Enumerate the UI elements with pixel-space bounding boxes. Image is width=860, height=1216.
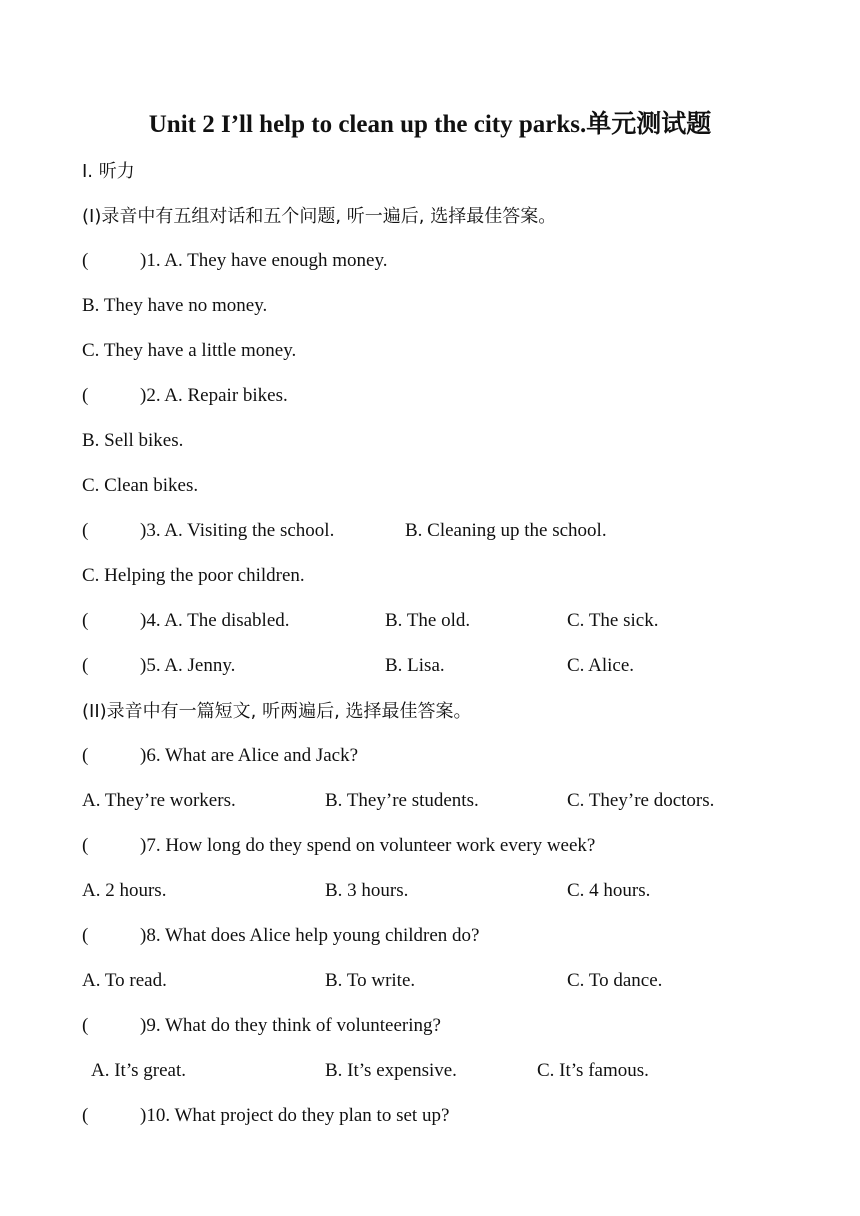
option-b: B. Lisa.	[385, 655, 445, 676]
part1-instruction: (I)录音中有五组对话和五个问题, 听一遍后, 选择最佳答案。	[82, 206, 557, 227]
question-8	[82, 924, 479, 948]
option-c: C. They’re doctors.	[567, 790, 715, 811]
question-stem: )8. What does Alice help young children do?	[140, 925, 480, 946]
answer-blank[interactable]: (	[82, 1015, 89, 1036]
option-c: C. Clean bikes.	[82, 475, 199, 496]
options-row	[82, 789, 715, 813]
answer-blank[interactable]: (	[82, 655, 89, 676]
answer-blank[interactable]: (	[82, 745, 89, 766]
option-b: B. Sell bikes.	[82, 430, 184, 451]
option-a: A. 2 hours.	[82, 880, 167, 901]
question-stem: )7. How long do they spend on volunteer work every week?	[140, 835, 596, 856]
question-stem: )3. A. Visiting the school.	[140, 520, 335, 541]
question-stem: )9. What do they think of volunteering?	[140, 1015, 441, 1036]
question-stem: )4. A. The disabled.	[140, 610, 290, 631]
option-b: B. It’s expensive.	[325, 1060, 457, 1081]
question-stem: )5. A. Jenny.	[140, 655, 236, 676]
option-b: B. They have no money.	[82, 295, 268, 316]
option-b: B. The old.	[385, 610, 471, 631]
question-4	[82, 609, 659, 633]
question-3	[82, 519, 607, 543]
option-c: C. They have a little money.	[82, 340, 297, 361]
option-b: B. To write.	[325, 970, 416, 991]
question-stem: )2. A. Repair bikes.	[140, 385, 288, 406]
answer-blank[interactable]: (	[82, 610, 89, 631]
question-stem: )1. A. They have enough money.	[140, 250, 388, 271]
option-c: C. 4 hours.	[567, 880, 651, 901]
options-row	[82, 879, 651, 903]
option-b: B. 3 hours.	[325, 880, 409, 901]
section-heading: I. 听力	[82, 161, 135, 182]
option-a: A. It’s great.	[91, 1060, 186, 1081]
option-c: C. To dance.	[567, 970, 663, 991]
question-1	[82, 249, 387, 273]
part2-instruction: (II)录音中有一篇短文, 听两遍后, 选择最佳答案。	[82, 701, 472, 722]
question-7	[82, 834, 595, 858]
answer-blank[interactable]: (	[82, 250, 89, 271]
answer-blank[interactable]: (	[82, 520, 89, 541]
question-stem: )6. What are Alice and Jack?	[140, 745, 359, 766]
question-stem: )10. What project do they plan to set up?	[140, 1105, 450, 1126]
answer-blank[interactable]: (	[82, 925, 89, 946]
answer-blank[interactable]: (	[82, 1105, 89, 1126]
question-2	[82, 384, 288, 408]
option-c: C. Helping the poor children.	[82, 565, 305, 586]
document-title: Unit 2 I’ll help to clean up the city parks.单元测试题	[148, 111, 712, 138]
answer-blank[interactable]: (	[82, 385, 89, 406]
option-b: B. Cleaning up the school.	[405, 520, 607, 541]
option-c: C. Alice.	[567, 655, 635, 676]
options-row	[82, 969, 663, 993]
question-5	[82, 654, 635, 678]
option-a: A. They’re workers.	[82, 790, 236, 811]
option-c: C. The sick.	[567, 610, 659, 631]
answer-blank[interactable]: (	[82, 835, 89, 856]
option-b: B. They’re students.	[325, 790, 479, 811]
question-9	[82, 1014, 441, 1038]
question-6	[82, 744, 358, 768]
option-a: A. To read.	[82, 970, 167, 991]
options-row	[91, 1059, 649, 1083]
question-10	[82, 1104, 449, 1128]
option-c: C. It’s famous.	[537, 1060, 649, 1081]
